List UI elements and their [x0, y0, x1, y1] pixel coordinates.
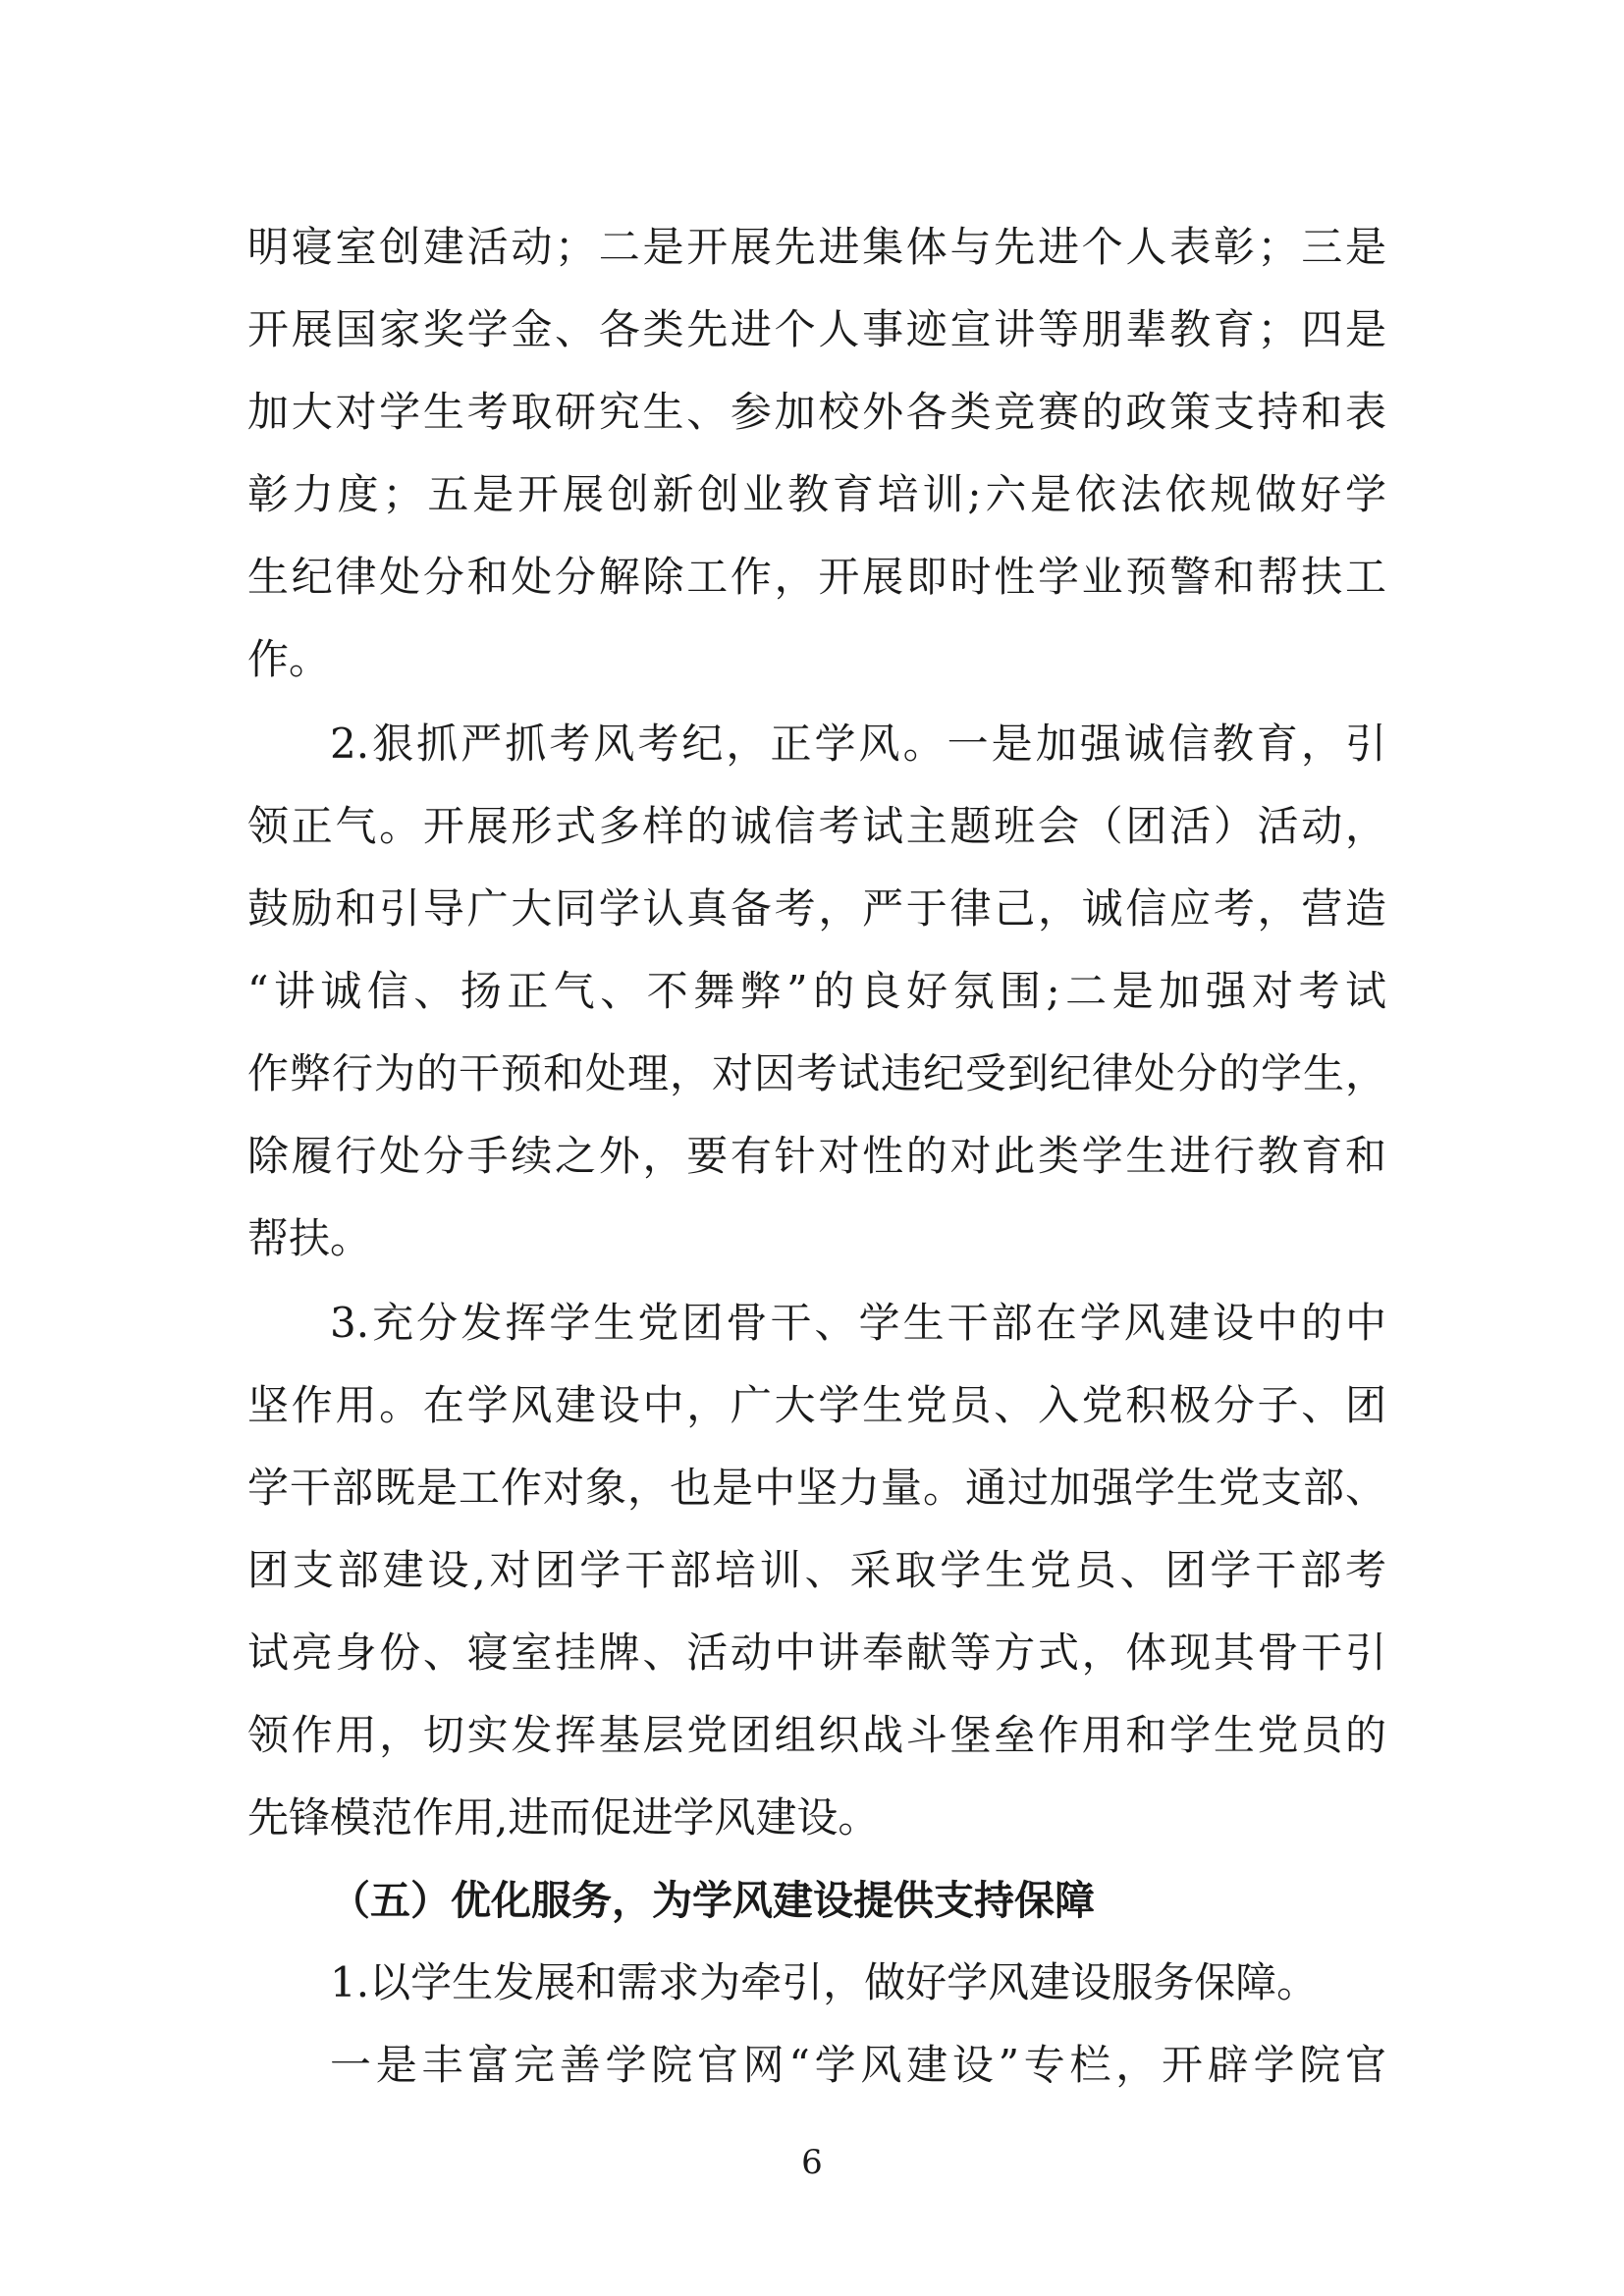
- body-text-line: 鼓励和引导广大同学认真备考，严于律己，诚信应考，营造: [247, 884, 1386, 933]
- body-text-line: 团支部建设,对团学干部培训、采取学生党员、团学干部考: [247, 1546, 1386, 1594]
- body-text-line: 试亮身份、寝室挂牌、活动中讲奉献等方式，体现其骨干引: [247, 1629, 1386, 1677]
- body-text-line: 加大对学生考取研究生、参加校外各类竞赛的政策支持和表: [247, 388, 1386, 436]
- body-text-line: 作弊行为的干预和处理，对因考试违纪受到纪律处分的学生，: [247, 1049, 1386, 1097]
- page-number: 6: [801, 2143, 823, 2182]
- body-text-line: 学干部既是工作对象，也是中坚力量。通过加强学生党支部、: [247, 1464, 1386, 1512]
- body-text-line: 一是丰富完善学院官网“学风建设”专栏，开辟学院官: [330, 2041, 1386, 2089]
- body-text-line: 作。: [247, 635, 331, 683]
- section-heading: （五）优化服务，为学风建设提供支持保障: [330, 1877, 1095, 1924]
- body-text-line: 领作用，切实发挥基层党团组织战斗堡垒作用和学生党员的: [247, 1711, 1386, 1759]
- body-text-line: “讲诚信、扬正气、不舞弊”的良好氛围;二是加强对考试: [247, 967, 1386, 1015]
- body-text-line: 彰力度；五是开展创新创业教育培训;六是依法依规做好学: [247, 470, 1386, 518]
- paragraph-5-1-first-line: 1.以学生发展和需求为牵引，做好学风建设服务保障。: [330, 1958, 1319, 2006]
- body-text-line: 帮扶。: [247, 1214, 372, 1262]
- body-text-line: 明寝室创建活动；二是开展先进集体与先进个人表彰；三是: [247, 223, 1386, 271]
- body-text-line: 先锋模范作用,进而促进学风建设。: [247, 1793, 880, 1842]
- paragraph-3-first-line: 3.充分发挥学生党团骨干、学生干部在学风建设中的中: [330, 1299, 1386, 1347]
- body-text-line: 生纪律处分和处分解除工作，开展即时性学业预警和帮扶工: [247, 553, 1386, 601]
- body-text-line: 除履行处分手续之外，要有针对性的对此类学生进行教育和: [247, 1132, 1386, 1180]
- body-text-line: 开展国家奖学金、各类先进个人事迹宣讲等朋辈教育；四是: [247, 305, 1386, 353]
- body-text-line: 坚作用。在学风建设中，广大学生党员、入党积极分子、团: [247, 1381, 1386, 1429]
- body-text-line: 领正气。开展形式多样的诚信考试主题班会（团活）活动，: [247, 802, 1386, 850]
- paragraph-2-first-line: 2.狠抓严抓考风考纪，正学风。一是加强诚信教育，引: [330, 720, 1386, 768]
